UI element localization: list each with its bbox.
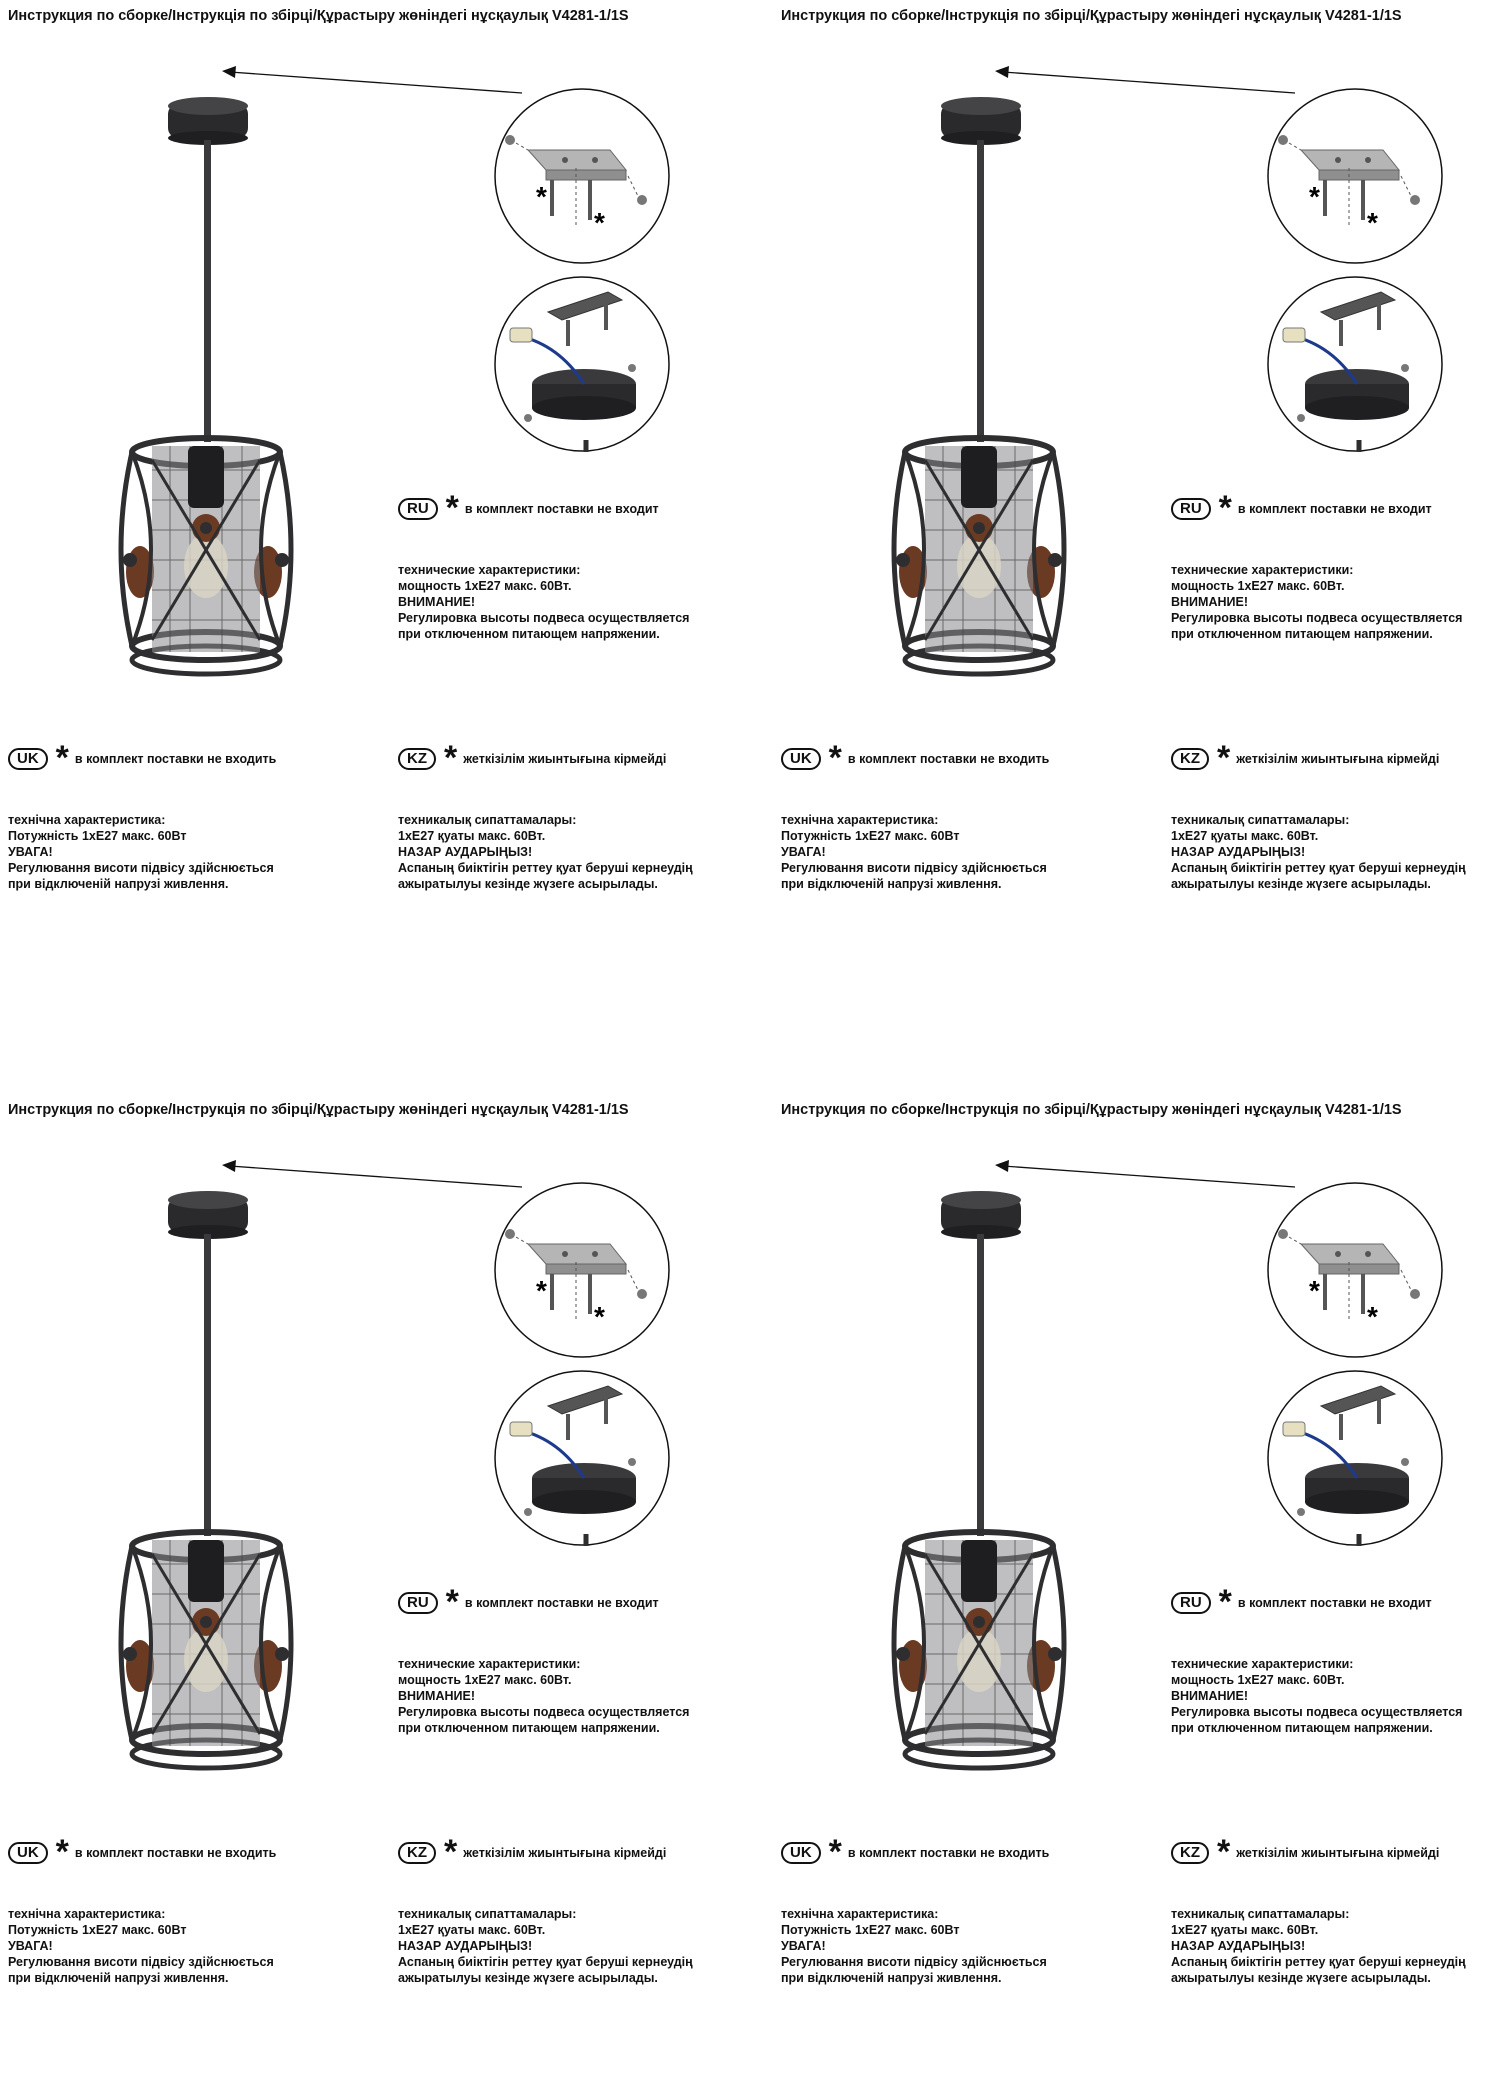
kz-specs [1171, 1906, 1466, 1986]
ru-line: технические характеристики: [1171, 563, 1354, 577]
sheet-title: Инструкция по сборке/Інструкція по збірці/Құрастыру жөніндегі нұсқаулық V4281-1/1S [8, 1102, 629, 1118]
star-mark-right: * [594, 207, 605, 238]
uk-specs [781, 1906, 1049, 1986]
mounting-bracket-detail [495, 1183, 669, 1357]
sheet-title: Инструкция по сборке/Інструкція по збірці/Құрастыру жөніндегі нұсқаулық V4281-1/1S [781, 1102, 1402, 1118]
ru-specs [1171, 562, 1462, 642]
star-icon: * [828, 739, 842, 777]
suspension-rod [204, 1234, 211, 1536]
uk-line: Потужність 1xE27 макс. 60Вт [781, 1923, 960, 1937]
sheet-title: Инструкция по сборке/Інструкція по збірці/Құрастыру жөніндегі нұсқаулық V4281-1/1S [8, 8, 629, 24]
kz-line: техникалық сипаттамалары: [1171, 813, 1350, 827]
star-icon: * [1217, 1833, 1231, 1871]
ru-line: при отключенном питающем напряжении. [1171, 627, 1433, 641]
lamp-cage [894, 1532, 1064, 1768]
language-badge-ru: RU [1171, 498, 1211, 520]
uk-line: Регулювання висоти підвісу здійснюється [8, 1955, 274, 1969]
pointer-arrow-head [222, 66, 236, 78]
ru-line: мощность 1xE27 макс. 60Вт. [398, 1673, 572, 1687]
star-mark-left: * [536, 181, 547, 212]
uk-section [781, 1833, 1050, 1986]
pointer-arrow-line [1003, 1166, 1295, 1187]
kz-line: техникалық сипаттамалары: [1171, 1907, 1350, 1921]
ru-not-included-note: в комплект поставки не входит [464, 1596, 659, 1610]
ceiling-canopy [941, 97, 1021, 145]
ru-section [1171, 1583, 1463, 1736]
instruction-sheet [773, 1094, 1492, 2094]
kz-line: Аспаның биіктігін реттеу қуат беруші кернеудің [1171, 1955, 1466, 1969]
ru-line: ВНИМАНИЕ! [1171, 1689, 1248, 1703]
language-badge-uk: UK [781, 748, 821, 770]
instruction-sheet [0, 1094, 746, 2094]
ceiling-canopy [168, 97, 248, 145]
kz-specs [1171, 812, 1466, 892]
pointer-arrow-line [230, 72, 522, 93]
uk-not-included-note: в комплект поставки не входить [74, 1846, 277, 1860]
kz-line: ажыратылуы кезінде жүзеге асырылады. [1171, 1971, 1431, 1985]
uk-line: УВАГА! [781, 845, 826, 859]
ru-line: при отключенном питающем напряжении. [398, 627, 660, 641]
language-badge-kz: KZ [398, 1842, 436, 1864]
star-mark-left: * [1309, 181, 1320, 212]
kz-line: 1xE27 қуаты макс. 60Вт. [1171, 829, 1319, 843]
star-icon: * [55, 739, 69, 777]
ru-line: технические характеристики: [398, 563, 581, 577]
ceiling-canopy [168, 1191, 248, 1239]
star-icon: * [444, 1833, 458, 1871]
suspension-rod [977, 140, 984, 442]
star-mark-left: * [536, 1275, 547, 1306]
kz-line: НАЗАР АУДАРЫҢЫЗ! [1171, 845, 1306, 859]
pointer-arrow-head [995, 1160, 1009, 1172]
ru-not-included-note: в комплект поставки не входит [464, 502, 659, 516]
ru-not-included-note: в комплект поставки не входит [1237, 502, 1432, 516]
lamp-cage [121, 438, 291, 674]
star-mark-right: * [1367, 1301, 1378, 1332]
uk-line: Потужність 1xE27 макс. 60Вт [781, 829, 960, 843]
uk-line: технічна характеристика: [781, 1907, 939, 1921]
uk-line: при відключеній напрузі живлення. [8, 1971, 229, 1985]
ru-specs [398, 1656, 689, 1736]
kz-line: Аспаның биіктігін реттеу қуат беруші кернеудің [1171, 861, 1466, 875]
kz-specs [398, 1906, 693, 1986]
ru-line: ВНИМАНИЕ! [398, 595, 475, 609]
uk-line: при відключеній напрузі живлення. [8, 877, 229, 891]
suspension-rod [204, 140, 211, 442]
mounting-bracket-detail [1268, 89, 1442, 263]
canopy-wiring-detail [1268, 277, 1442, 452]
uk-section [781, 739, 1050, 892]
star-icon: * [444, 739, 458, 777]
ru-line: Регулировка высоты подвеса осуществляется [1171, 1705, 1463, 1719]
ru-line: мощность 1xE27 макс. 60Вт. [1171, 1673, 1345, 1687]
ru-line: ВНИМАНИЕ! [398, 1689, 475, 1703]
kz-section [1171, 1833, 1466, 1986]
uk-line: УВАГА! [8, 845, 53, 859]
uk-not-included-note: в комплект поставки не входить [74, 752, 277, 766]
kz-line: техникалық сипаттамалары: [398, 813, 577, 827]
uk-line: при відключеній напрузі живлення. [781, 1971, 1002, 1985]
uk-line: технічна характеристика: [8, 1907, 166, 1921]
canopy-wiring-detail [495, 1371, 669, 1546]
kz-line: ажыратылуы кезінде жүзеге асырылады. [398, 877, 658, 891]
uk-line: Регулювання висоти підвісу здійснюється [781, 1955, 1047, 1969]
ceiling-canopy [941, 1191, 1021, 1239]
ru-section [1171, 489, 1463, 642]
kz-not-included-note: жеткізілім жиынтығына кірмейді [1236, 752, 1440, 766]
ru-not-included-note: в комплект поставки не входит [1237, 1596, 1432, 1610]
star-mark-left: * [1309, 1275, 1320, 1306]
ru-line: ВНИМАНИЕ! [1171, 595, 1248, 609]
uk-specs [8, 812, 276, 892]
uk-section [8, 739, 277, 892]
kz-line: НАЗАР АУДАРЫҢЫЗ! [1171, 1939, 1306, 1953]
kz-line: НАЗАР АУДАРЫҢЫЗ! [398, 1939, 533, 1953]
language-badge-ru: RU [1171, 1592, 1211, 1614]
instruction-sheet [0, 0, 746, 1000]
language-badge-uk: UK [8, 1842, 48, 1864]
mounting-bracket-detail [495, 89, 669, 263]
language-badge-uk: UK [8, 748, 48, 770]
ru-section [398, 1583, 690, 1736]
kz-section [398, 739, 693, 892]
ru-line: технические характеристики: [1171, 1657, 1354, 1671]
star-icon: * [55, 1833, 69, 1871]
kz-line: НАЗАР АУДАРЫҢЫЗ! [398, 845, 533, 859]
instruction-sheet [773, 0, 1492, 1000]
ru-line: Регулировка высоты подвеса осуществляется [1171, 611, 1463, 625]
ru-section [398, 489, 690, 642]
ru-specs [1171, 1656, 1462, 1736]
pointer-arrow-head [222, 1160, 236, 1172]
uk-line: УВАГА! [8, 1939, 53, 1953]
uk-specs [8, 1906, 276, 1986]
uk-line: Потужність 1xE27 макс. 60Вт [8, 1923, 187, 1937]
ru-specs [398, 562, 689, 642]
uk-line: при відключеній напрузі живлення. [781, 877, 1002, 891]
sheet-title: Инструкция по сборке/Інструкція по збірці/Құрастыру жөніндегі нұсқаулық V4281-1/1S [781, 8, 1402, 24]
kz-line: техникалық сипаттамалары: [398, 1907, 577, 1921]
language-badge-kz: KZ [398, 748, 436, 770]
pointer-arrow-head [995, 66, 1009, 78]
language-badge-ru: RU [398, 1592, 438, 1614]
kz-line: Аспаның биіктігін реттеу қуат беруші кернеудің [398, 861, 693, 875]
star-icon: * [445, 489, 459, 527]
uk-not-included-note: в комплект поставки не входить [847, 752, 1050, 766]
kz-line: ажыратылуы кезінде жүзеге асырылады. [1171, 877, 1431, 891]
uk-line: технічна характеристика: [8, 813, 166, 827]
kz-line: 1xE27 қуаты макс. 60Вт. [1171, 1923, 1319, 1937]
pointer-arrow-line [230, 1166, 522, 1187]
language-badge-kz: KZ [1171, 748, 1209, 770]
mounting-bracket-detail [1268, 1183, 1442, 1357]
language-badge-ru: RU [398, 498, 438, 520]
star-icon: * [1218, 489, 1232, 527]
uk-line: Регулювання висоти підвісу здійснюється [781, 861, 1047, 875]
uk-line: технічна характеристика: [781, 813, 939, 827]
star-icon: * [828, 1833, 842, 1871]
uk-not-included-note: в комплект поставки не входить [847, 1846, 1050, 1860]
language-badge-kz: KZ [1171, 1842, 1209, 1864]
ru-line: Регулировка высоты подвеса осуществляется [398, 611, 690, 625]
canopy-wiring-detail [495, 277, 669, 452]
kz-not-included-note: жеткізілім жиынтығына кірмейді [1236, 1846, 1440, 1860]
uk-line: УВАГА! [781, 1939, 826, 1953]
ru-line: мощность 1xE27 макс. 60Вт. [398, 579, 572, 593]
kz-specs [398, 812, 693, 892]
kz-section [1171, 739, 1466, 892]
ru-line: при отключенном питающем напряжении. [1171, 1721, 1433, 1735]
kz-line: 1xE27 қуаты макс. 60Вт. [398, 1923, 546, 1937]
lamp-cage [121, 1532, 291, 1768]
kz-not-included-note: жеткізілім жиынтығына кірмейді [463, 752, 667, 766]
star-mark-right: * [594, 1301, 605, 1332]
star-icon: * [445, 1583, 459, 1621]
language-badge-uk: UK [781, 1842, 821, 1864]
ru-line: технические характеристики: [398, 1657, 581, 1671]
star-mark-right: * [1367, 207, 1378, 238]
uk-line: Регулювання висоти підвісу здійснюється [8, 861, 274, 875]
kz-line: ажыратылуы кезінде жүзеге асырылады. [398, 1971, 658, 1985]
kz-line: 1xE27 қуаты макс. 60Вт. [398, 829, 546, 843]
star-icon: * [1218, 1583, 1232, 1621]
lamp-cage [894, 438, 1064, 674]
uk-section [8, 1833, 277, 1986]
kz-line: Аспаның биіктігін реттеу қуат беруші кернеудің [398, 1955, 693, 1969]
uk-line: Потужність 1xE27 макс. 60Вт [8, 829, 187, 843]
kz-section [398, 1833, 693, 1986]
canopy-wiring-detail [1268, 1371, 1442, 1546]
ru-line: мощность 1xE27 макс. 60Вт. [1171, 579, 1345, 593]
pointer-arrow-line [1003, 72, 1295, 93]
kz-not-included-note: жеткізілім жиынтығына кірмейді [463, 1846, 667, 1860]
suspension-rod [977, 1234, 984, 1536]
star-icon: * [1217, 739, 1231, 777]
uk-specs [781, 812, 1049, 892]
ru-line: Регулировка высоты подвеса осуществляется [398, 1705, 690, 1719]
ru-line: при отключенном питающем напряжении. [398, 1721, 660, 1735]
